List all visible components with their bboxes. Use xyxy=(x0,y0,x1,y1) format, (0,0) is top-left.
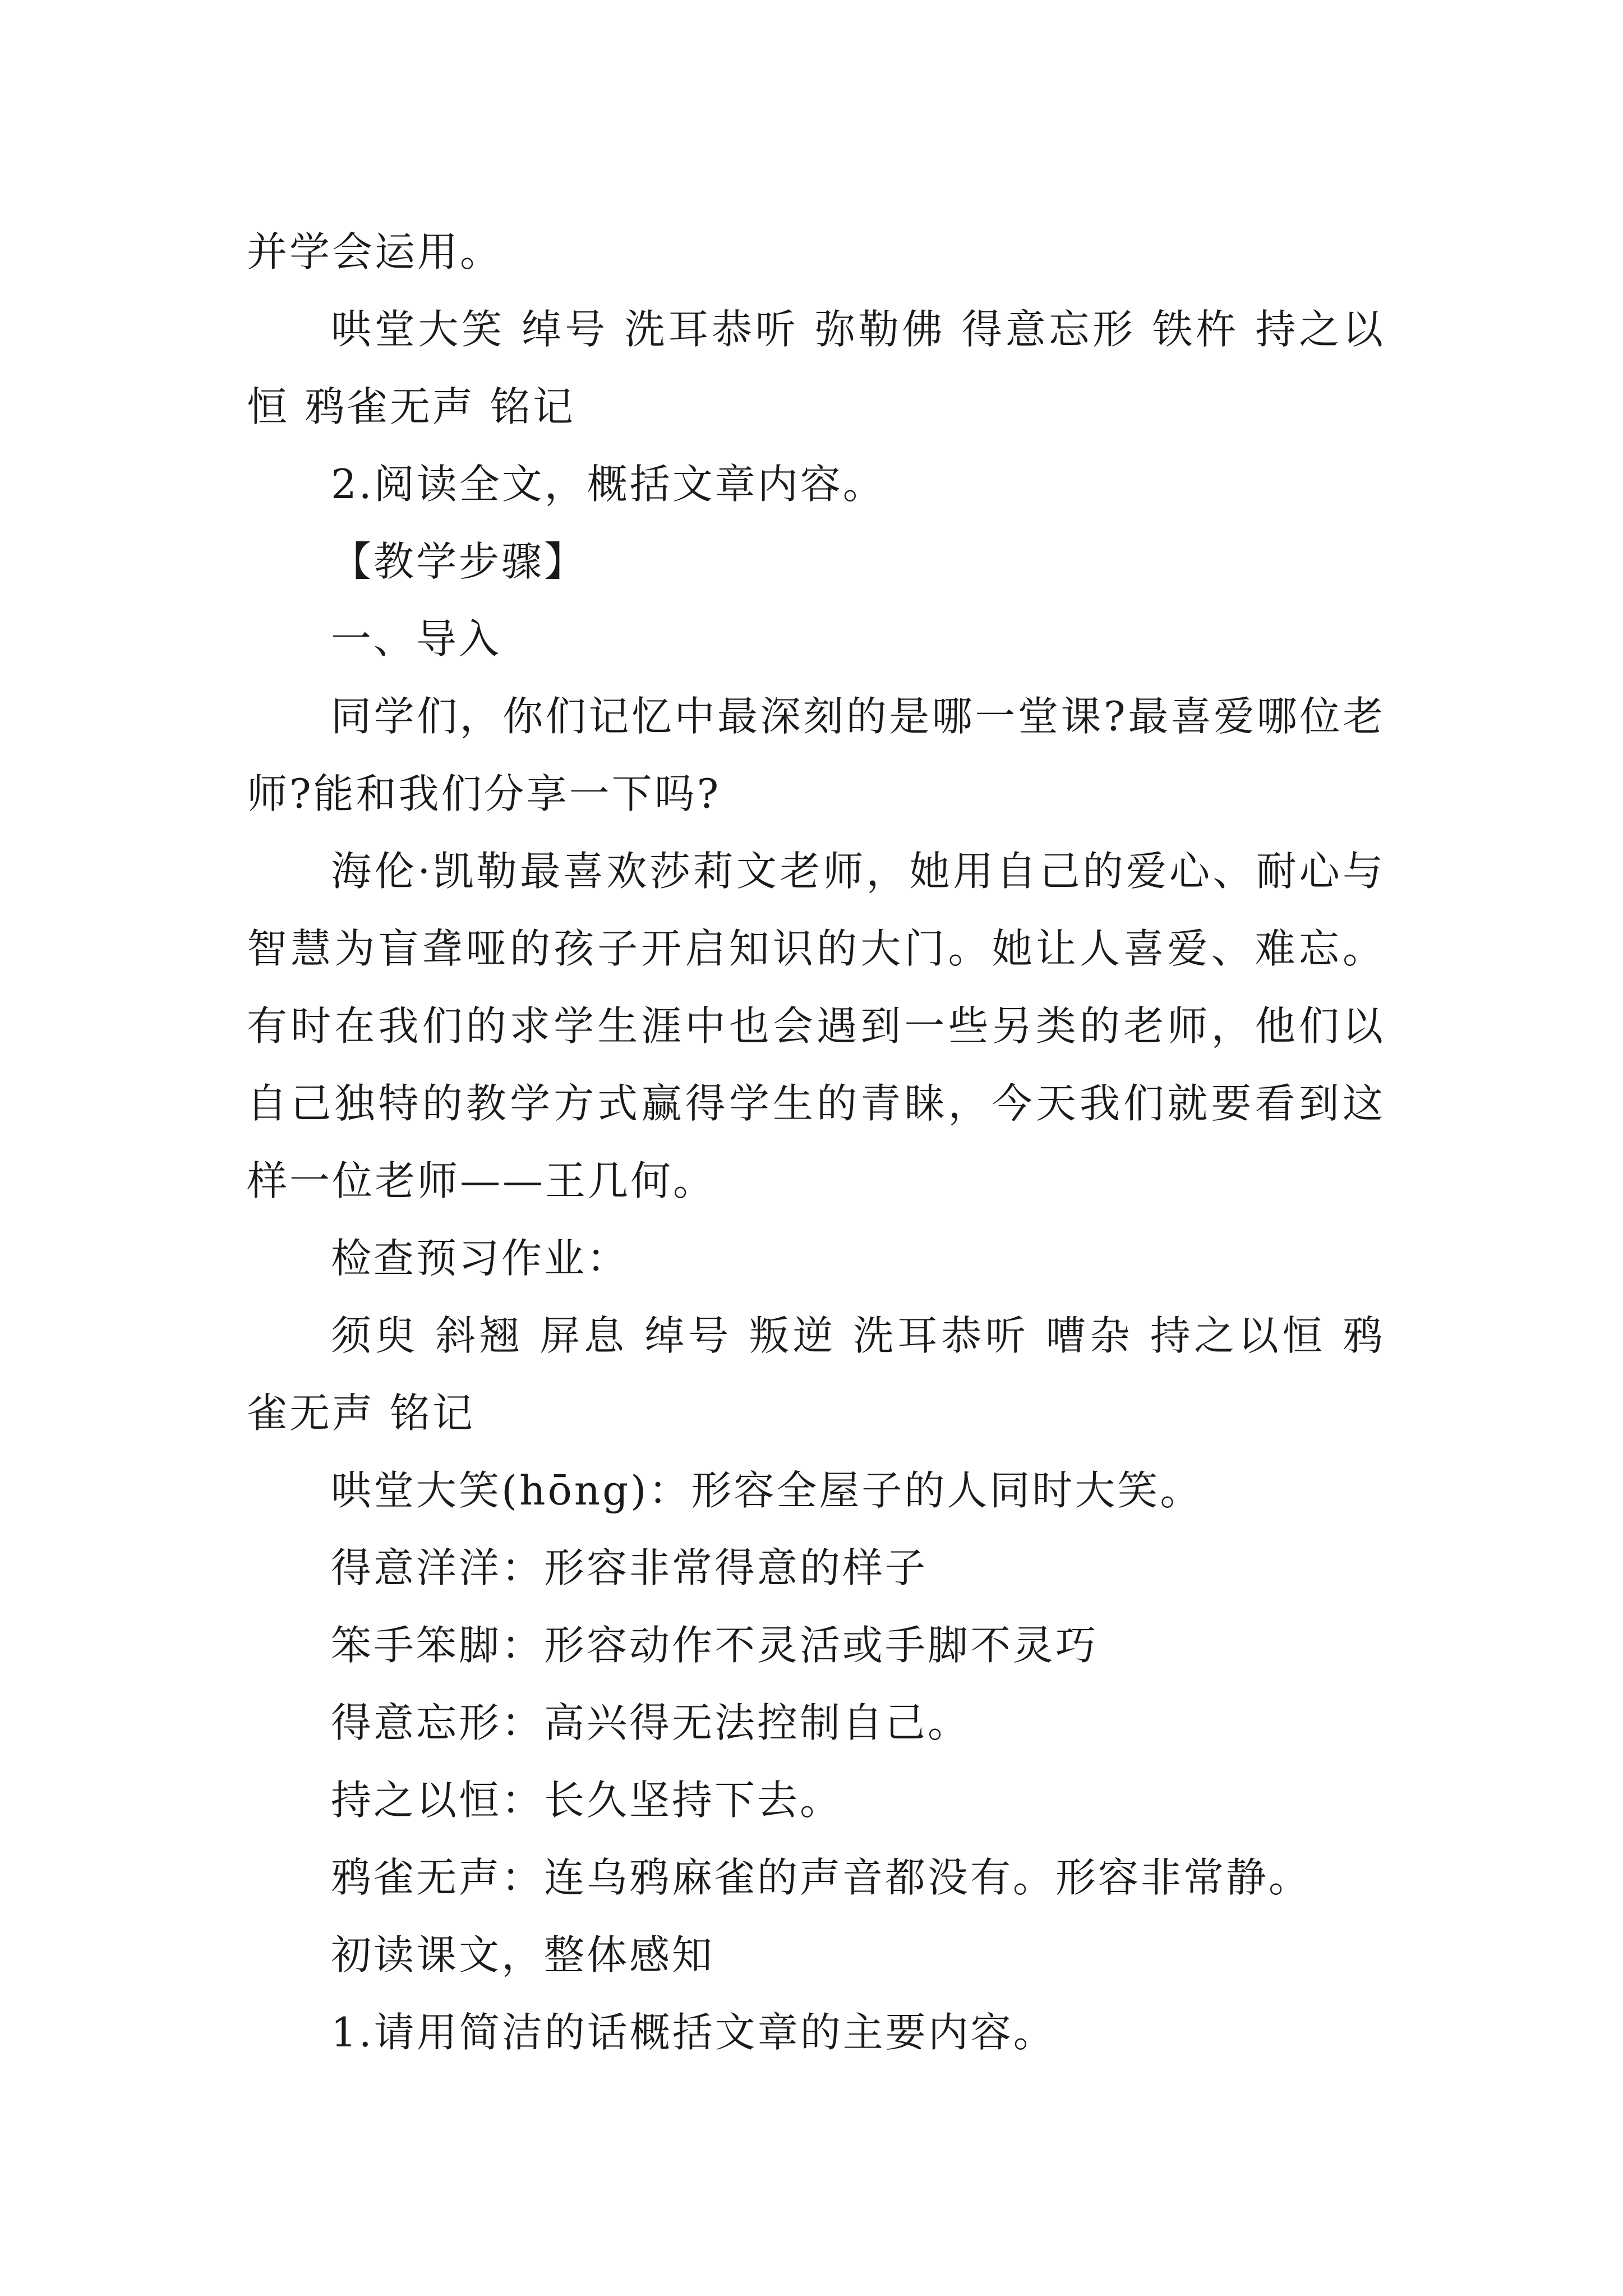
paragraph-preview-words: 须臾 斜翘 屏息 绰号 叛逆 洗耳恭听 嘈杂 持之以恒 鸦雀无声 铭记 xyxy=(247,1312,1385,1437)
paragraph-continuation: 并学会运用。 xyxy=(247,228,503,275)
section-heading-introduction: 一、导入 xyxy=(331,615,502,662)
paragraph-task-2: 2.阅读全文，概括文章内容。 xyxy=(331,461,886,508)
definition-benshou-benjiao: 笨手笨脚：形容动作不灵活或手脚不灵巧 xyxy=(331,1622,1099,1669)
paragraph-question-1: 1.请用简洁的话概括文章的主要内容。 xyxy=(331,2009,1056,2056)
paragraph-vocabulary-list: 哄堂大笑 绰号 洗耳恭听 弥勒佛 得意忘形 铁杵 持之以恒 鸦雀无声 铭记 xyxy=(247,306,1385,430)
definition-deyi-wangxing: 得意忘形：高兴得无法控制自己。 xyxy=(331,1699,971,1746)
section-heading-first-reading: 初读课文，整体感知 xyxy=(331,1931,715,1978)
section-heading-teaching-steps: 【教学步骤】 xyxy=(331,538,587,585)
definition-yaque-wusheng: 鸦雀无声：连乌鸦麻雀的声音都没有。形容非常静。 xyxy=(331,1854,1312,1901)
document-body xyxy=(247,213,1385,2071)
paragraph-check-homework: 检查预习作业： xyxy=(331,1235,630,1282)
paragraph-intro-question: 同学们，你们记忆中最深刻的是哪一堂课?最喜爱哪位老师?能和我们分享一下吗? xyxy=(247,693,1385,817)
definition-deyi-yangyang: 得意洋洋：形容非常得意的样子 xyxy=(331,1544,928,1591)
paragraph-helen-keller: 海伦·凯勒最喜欢莎莉文老师，她用自己的爱心、耐心与智慧为盲聋哑的孩子开启知识的大门。她让人喜爱、难忘。有时在我们的求学生涯中也会遇到一些另类的老师，他们以自己独特的教学方式赢得学生的青睐，今天我们就要看到这样一位老师——王几何。 xyxy=(247,848,1385,1204)
definition-chizhi-yiheng: 持之以恒：长久坚持下去。 xyxy=(331,1777,843,1824)
definition-hongtang-daxiao: 哄堂大笑(hōng)：形容全屋子的人同时大笑。 xyxy=(331,1467,1203,1514)
